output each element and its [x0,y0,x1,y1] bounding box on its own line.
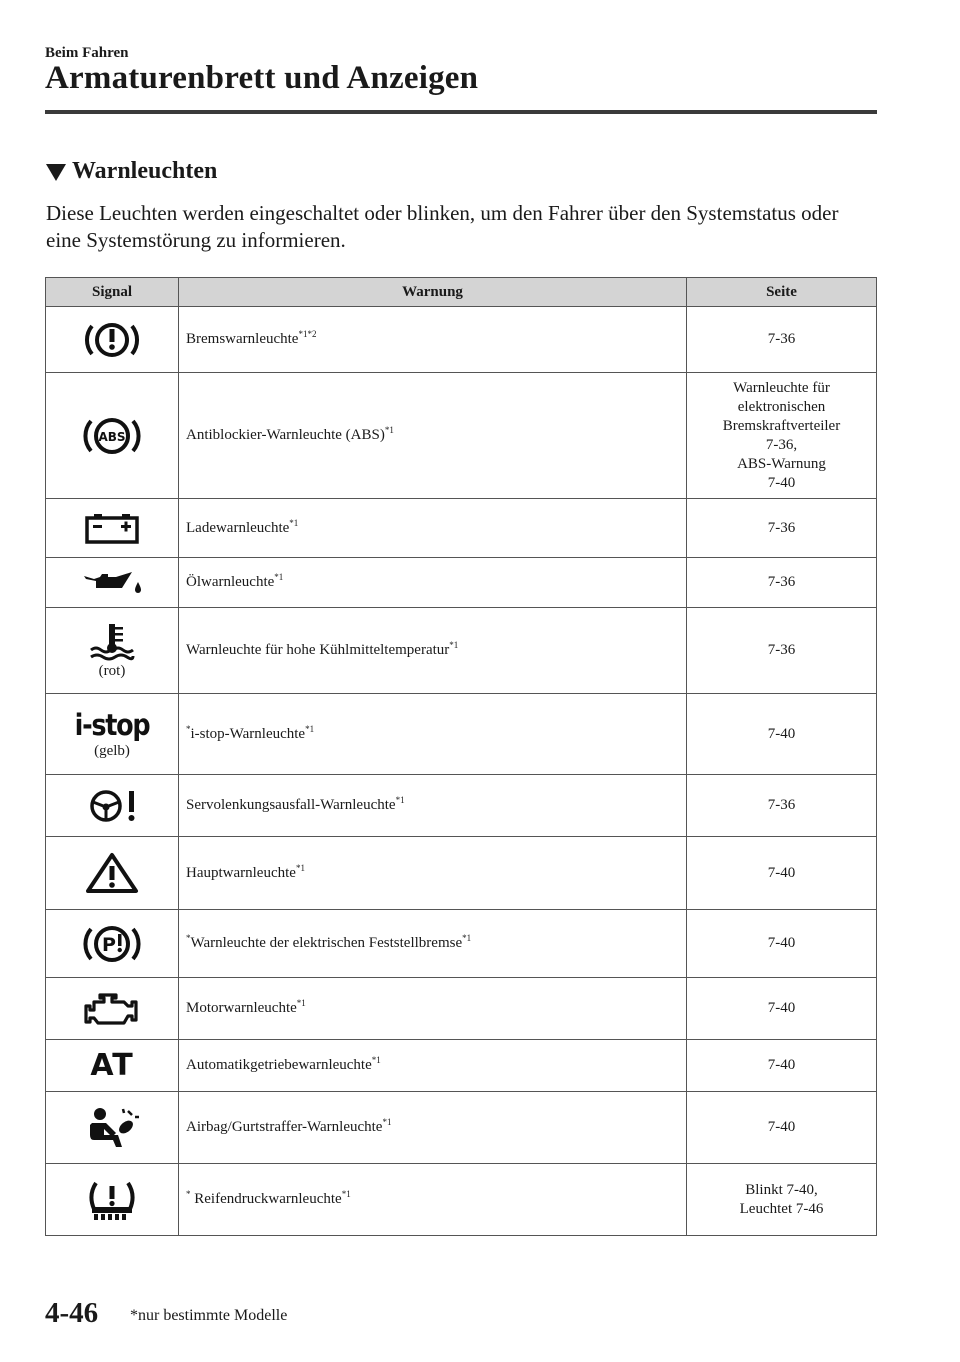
page-ref: 7-36 [687,307,877,373]
table-row [46,608,877,694]
warning-label: Airbag/Gurtstraffer-Warnleuchte [186,1119,383,1135]
model-specific-marker: * [186,723,191,734]
section-label: Beim Fahren [45,45,129,61]
page-ref: Warnleuchte für elektronischen Bremskraftverteiler 7-36, ABS-Warnung 7-40 [687,373,877,499]
table-row [46,910,877,978]
warning-label: Servolenkungsausfall-Warnleuchte [186,797,396,813]
warning-label: Reifendruckwarnleuchte [190,1191,342,1207]
warning-label: Warnleuchte der elektrischen Feststellbremse [190,935,463,951]
footnote-ref: *1*2 [298,329,317,339]
table-row [46,837,877,910]
airbag-icon [82,1105,142,1151]
section-heading [46,158,217,185]
brake-warning-icon [82,318,142,362]
table-row [46,558,877,608]
warning-label: Hauptwarnleuchte [186,864,296,881]
oil-can-icon [80,568,144,598]
page-ref: 7-40 [687,978,877,1040]
power-steering-icon [84,786,140,826]
warning-label: Antiblockier-Warnleuchte (ABS) [186,427,385,443]
table-row [46,978,877,1040]
table-row [46,694,877,775]
footnote-ref: *1 [295,862,305,873]
footnote-ref: *1 [274,572,284,582]
page-ref: 7-40 [687,694,877,775]
footnote-ref: *1 [395,795,405,805]
table-row [46,1092,877,1164]
warning-lights-table [45,277,877,1236]
icon-caption: (rot) [98,663,126,679]
warning-label: Automatikgetriebewarnleuchte [186,1057,372,1073]
table-header-row [46,278,877,307]
column-header-warning: Warnung [179,278,687,307]
page-ref: 7-40 [687,837,877,910]
footnote-ref: *1 [462,933,472,943]
footnote-ref: *1 [382,1117,392,1127]
coolant-temperature-icon [87,621,137,661]
page-ref: 7-36 [687,499,877,558]
at-icon: AT [90,1047,134,1083]
tire-pressure-icon [84,1177,140,1223]
warning-label: Ladewarnleuchte [186,519,290,536]
page-title: Armaturenbrett und Anzeigen [45,60,479,96]
master-warning-icon [84,851,140,895]
page-ref: Blinkt 7-40, Leuchtet 7-46 [687,1164,877,1236]
section-title: Warnleuchten [72,158,218,184]
page-ref: 7-36 [687,558,877,608]
i-stop-icon: i-stop [74,707,150,742]
page-ref: 7-40 [687,1040,877,1092]
parking-brake-icon [80,920,144,968]
header-divider [45,110,877,114]
page-ref: 7-40 [687,1092,877,1164]
model-specific-marker: * [186,933,191,943]
footnote-ref: *1 [296,998,306,1008]
warning-label: Ölwarnleuchte [186,574,275,590]
icon-caption: (gelb) [94,742,130,759]
page-number: 4-46 [45,1297,99,1329]
footnote-models: *nur bestimmte Modelle [130,1307,288,1324]
battery-icon [82,510,142,546]
table-row [46,373,877,499]
table-row [46,499,877,558]
svg-text:P: P [102,933,116,956]
footnote-ref: *1 [384,425,394,435]
triangle-bullet-icon [46,164,66,181]
page-ref: 7-40 [687,910,877,978]
svg-text:ABS: ABS [98,429,126,444]
abs-warning-icon [80,412,144,460]
warning-label: Motorwarnleuchte [186,1000,297,1016]
footnote-ref: *1 [371,1055,381,1065]
column-header-signal: Signal [46,278,179,307]
page-ref: 7-36 [687,608,877,694]
footnote-ref: *1 [449,640,459,650]
warning-label: Warnleuchte für hohe Kühlmitteltemperatur [186,642,450,658]
column-header-page: Seite [687,278,877,307]
table-row [46,775,877,837]
warning-label: Bremswarnleuchte [186,331,299,347]
table-row [46,1164,877,1236]
table-row [46,1040,877,1092]
footnote-ref: *1 [289,517,299,528]
page-ref: 7-36 [687,775,877,837]
footnote-ref: *1 [305,723,315,734]
table-row [46,307,877,373]
warning-label: i-stop-Warnleuchte [190,725,306,742]
footnote-ref: *1 [341,1189,351,1199]
intro-paragraph: Diese Leuchten werden eingeschaltet oder blinken, um den Fahrer über den Systemstatus oder eine Systemstörung zu informieren. [46,201,839,252]
model-specific-marker: * [186,1189,191,1199]
engine-icon [80,990,144,1028]
